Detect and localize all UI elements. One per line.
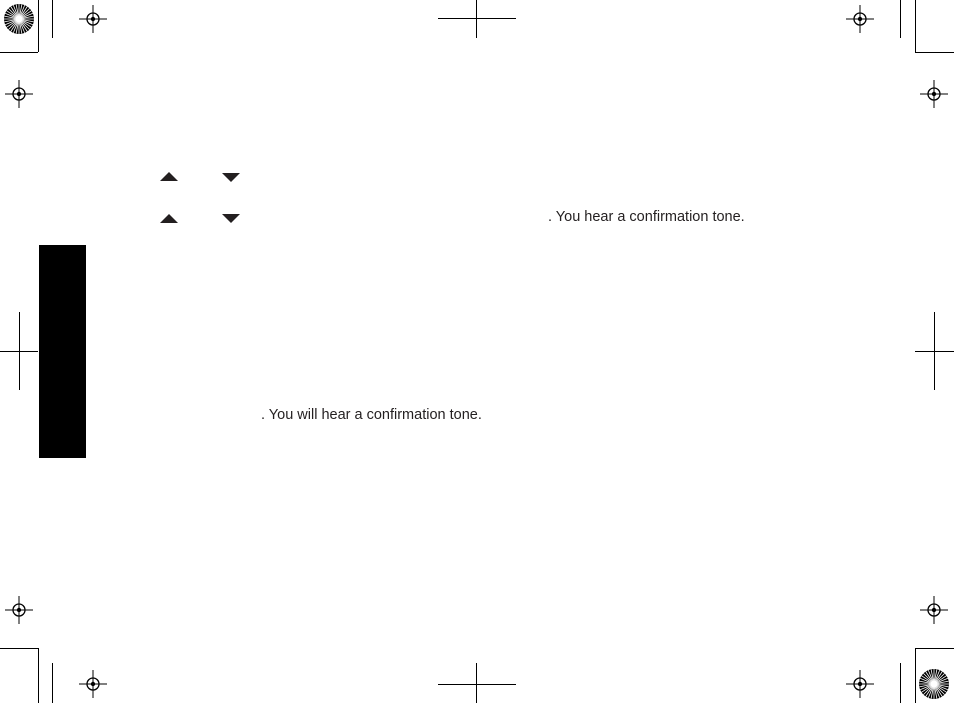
triangle-down-icon xyxy=(221,213,241,224)
triangle-down-icon xyxy=(221,172,241,183)
triangle-up-icon xyxy=(159,213,179,224)
chapter-side-tab xyxy=(39,245,86,458)
confirmation-tone-text: . You hear a confirmation tone. xyxy=(548,209,745,225)
confirmation-tone-note: . You will hear a confirmation tone. xyxy=(261,407,482,423)
triangle-up-icon xyxy=(159,171,179,182)
